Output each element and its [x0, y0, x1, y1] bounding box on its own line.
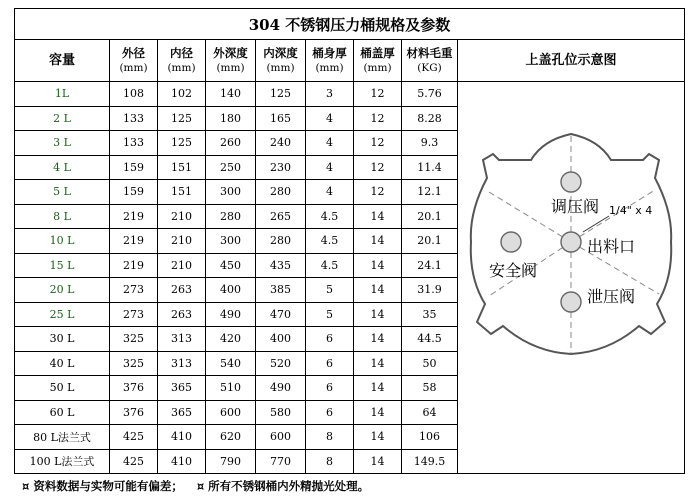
cell-inner-diameter: 125: [158, 131, 206, 156]
cell-inner-depth: 435: [256, 253, 306, 278]
cell-outer-depth: 450: [206, 253, 256, 278]
cell-body-thickness: 3: [306, 82, 354, 107]
cell-inner-diameter: 365: [158, 376, 206, 401]
cell-inner-depth: 240: [256, 131, 306, 156]
cell-lid-thickness: 12: [354, 131, 402, 156]
cell-inner-diameter: 102: [158, 82, 206, 107]
cell-capacity: 80 L法兰式: [15, 425, 110, 450]
cell-body-thickness: 6: [306, 400, 354, 425]
cell-capacity: 20 L: [15, 278, 110, 303]
footnote-note-1: ¤ 资料数据与实物可能有偏差；: [22, 479, 183, 493]
cell-outer-depth: 300: [206, 180, 256, 205]
cell-capacity: 1L: [15, 82, 110, 107]
cell-inner-depth: 230: [256, 155, 306, 180]
label-safety: 安全阀: [488, 261, 537, 280]
cell-inner-diameter: 151: [158, 180, 206, 205]
cell-weight: 35: [402, 302, 458, 327]
cell-outer-diameter: 108: [110, 82, 158, 107]
cell-inner-diameter: 313: [158, 327, 206, 352]
cell-body-thickness: 4.5: [306, 229, 354, 254]
cell-outer-depth: 260: [206, 131, 256, 156]
cell-inner-diameter: 263: [158, 302, 206, 327]
cell-inner-depth: 490: [256, 376, 306, 401]
cell-outer-depth: 250: [206, 155, 256, 180]
label-regulator: 调压阀: [550, 197, 599, 216]
cell-body-thickness: 5: [306, 278, 354, 303]
cell-weight: 64: [402, 400, 458, 425]
cell-outer-depth: 540: [206, 351, 256, 376]
regulator-valve-hole: [561, 172, 581, 192]
cell-body-thickness: 6: [306, 327, 354, 352]
cell-capacity: 3 L: [15, 131, 110, 156]
cell-outer-diameter: 159: [110, 180, 158, 205]
cell-body-thickness: 6: [306, 351, 354, 376]
cell-inner-depth: 280: [256, 229, 306, 254]
header-row: [15, 40, 685, 82]
cell-outer-diameter: 219: [110, 253, 158, 278]
cell-inner-diameter: 151: [158, 155, 206, 180]
cell-body-thickness: 4: [306, 155, 354, 180]
cell-outer-depth: 490: [206, 302, 256, 327]
cell-lid-thickness: 14: [354, 302, 402, 327]
cell-outer-depth: 420: [206, 327, 256, 352]
cell-lid-thickness: 14: [354, 229, 402, 254]
cell-body-thickness: 4: [306, 131, 354, 156]
cell-inner-depth: 520: [256, 351, 306, 376]
cell-lid-thickness: 14: [354, 204, 402, 229]
cell-capacity: 25 L: [15, 302, 110, 327]
header-capacity: 容量: [15, 40, 110, 82]
cell-capacity: 15 L: [15, 253, 110, 278]
cell-lid-thickness: 14: [354, 400, 402, 425]
cell-outer-diameter: 133: [110, 131, 158, 156]
cell-inner-depth: 470: [256, 302, 306, 327]
cell-inner-diameter: 410: [158, 425, 206, 450]
cell-lid-thickness: 12: [354, 155, 402, 180]
label-outlet: 出料口: [586, 237, 635, 256]
cell-weight: 24.1: [402, 253, 458, 278]
cell-outer-diameter: 376: [110, 400, 158, 425]
cell-lid-thickness: 14: [354, 327, 402, 352]
lid-diagram: [458, 82, 684, 473]
cell-body-thickness: 4: [306, 106, 354, 131]
cell-capacity: 5 L: [15, 180, 110, 205]
cell-inner-depth: 580: [256, 400, 306, 425]
cell-outer-depth: 300: [206, 229, 256, 254]
cell-capacity: 60 L: [15, 400, 110, 425]
cell-outer-diameter: 159: [110, 155, 158, 180]
cell-weight: 9.3: [402, 131, 458, 156]
relief-valve-hole: [561, 292, 581, 312]
cell-inner-diameter: 313: [158, 351, 206, 376]
cell-lid-thickness: 12: [354, 106, 402, 131]
header-inner-diameter: 内径 (mm): [158, 40, 206, 82]
cell-lid-thickness: 12: [354, 82, 402, 107]
cell-inner-depth: 280: [256, 180, 306, 205]
cell-capacity: 10 L: [15, 229, 110, 254]
cell-inner-depth: 265: [256, 204, 306, 229]
cell-inner-depth: 125: [256, 82, 306, 107]
cell-lid-thickness: 14: [354, 278, 402, 303]
cell-weight: 20.1: [402, 204, 458, 229]
cell-body-thickness: 5: [306, 302, 354, 327]
cell-lid-thickness: 14: [354, 449, 402, 474]
cell-lid-thickness: 14: [354, 425, 402, 450]
cell-inner-diameter: 263: [158, 278, 206, 303]
table-title: 304 不锈钢压力桶规格及参数: [15, 9, 685, 40]
cell-lid-thickness: 14: [354, 351, 402, 376]
cell-weight: 44.5: [402, 327, 458, 352]
cell-weight: 58: [402, 376, 458, 401]
cell-weight: 8.28: [402, 106, 458, 131]
header-body-thickness: 桶身厚 (mm): [306, 40, 354, 82]
table-row: [15, 82, 685, 107]
cell-lid-thickness: 14: [354, 376, 402, 401]
cell-outer-depth: 140: [206, 82, 256, 107]
cell-outer-diameter: 425: [110, 449, 158, 474]
cell-outer-depth: 280: [206, 204, 256, 229]
cell-lid-thickness: 12: [354, 180, 402, 205]
cell-outer-diameter: 219: [110, 204, 158, 229]
cell-weight: 20.1: [402, 229, 458, 254]
lid-diagram-cell: [458, 82, 685, 474]
cell-lid-thickness: 14: [354, 253, 402, 278]
cell-outer-diameter: 325: [110, 351, 158, 376]
cell-inner-depth: 385: [256, 278, 306, 303]
cell-capacity: 8 L: [15, 204, 110, 229]
cell-weight: 50: [402, 351, 458, 376]
header-outer-diameter: 外径 (mm): [110, 40, 158, 82]
safety-valve-hole: [501, 232, 521, 252]
cell-outer-depth: 180: [206, 106, 256, 131]
cell-capacity: 50 L: [15, 376, 110, 401]
cell-capacity: 30 L: [15, 327, 110, 352]
cell-weight: 12.1: [402, 180, 458, 205]
cell-outer-diameter: 273: [110, 302, 158, 327]
header-lid-thickness: 桶盖厚 (mm): [354, 40, 402, 82]
cell-inner-diameter: 125: [158, 106, 206, 131]
cell-inner-depth: 400: [256, 327, 306, 352]
cell-inner-depth: 600: [256, 425, 306, 450]
cell-inner-diameter: 210: [158, 253, 206, 278]
cell-weight: 5.76: [402, 82, 458, 107]
cell-outer-diameter: 376: [110, 376, 158, 401]
cell-capacity: 4 L: [15, 155, 110, 180]
cell-capacity: 40 L: [15, 351, 110, 376]
header-weight: 材料毛重 (KG): [402, 40, 458, 82]
header-outer-depth: 外深度 (mm): [206, 40, 256, 82]
header-lid-diagram: 上盖孔位示意图: [458, 40, 685, 82]
cell-body-thickness: 6: [306, 376, 354, 401]
cell-outer-diameter: 219: [110, 229, 158, 254]
cell-inner-depth: 165: [256, 106, 306, 131]
cell-weight: 11.4: [402, 155, 458, 180]
footnote: [22, 478, 379, 494]
cell-inner-diameter: 365: [158, 400, 206, 425]
cell-outer-diameter: 273: [110, 278, 158, 303]
label-thread: 1/4" x 4: [608, 204, 652, 217]
label-relief: 泄压阀: [586, 287, 635, 306]
cell-outer-depth: 600: [206, 400, 256, 425]
lid-diagram-svg: [459, 82, 684, 456]
cell-outer-diameter: 425: [110, 425, 158, 450]
cell-outer-diameter: 133: [110, 106, 158, 131]
cell-weight: 149.5: [402, 449, 458, 474]
outlet-hole: [561, 232, 581, 252]
cell-outer-depth: 620: [206, 425, 256, 450]
cell-body-thickness: 8: [306, 425, 354, 450]
cell-outer-depth: 790: [206, 449, 256, 474]
cell-weight: 106: [402, 425, 458, 450]
cell-outer-diameter: 325: [110, 327, 158, 352]
header-inner-depth: 内深度 (mm): [256, 40, 306, 82]
cell-body-thickness: 8: [306, 449, 354, 474]
cell-inner-depth: 770: [256, 449, 306, 474]
cell-inner-diameter: 210: [158, 204, 206, 229]
cell-outer-depth: 400: [206, 278, 256, 303]
cell-capacity: 100 L法兰式: [15, 449, 110, 474]
cell-body-thickness: 4: [306, 180, 354, 205]
cell-body-thickness: 4.5: [306, 204, 354, 229]
footnote-note-2: ¤ 所有不锈钢桶内外精抛光处理。: [196, 479, 370, 493]
cell-weight: 31.9: [402, 278, 458, 303]
cell-capacity: 2 L: [15, 106, 110, 131]
cell-inner-diameter: 410: [158, 449, 206, 474]
cell-outer-depth: 510: [206, 376, 256, 401]
spec-table: [14, 8, 685, 474]
cell-inner-diameter: 210: [158, 229, 206, 254]
cell-body-thickness: 4.5: [306, 253, 354, 278]
